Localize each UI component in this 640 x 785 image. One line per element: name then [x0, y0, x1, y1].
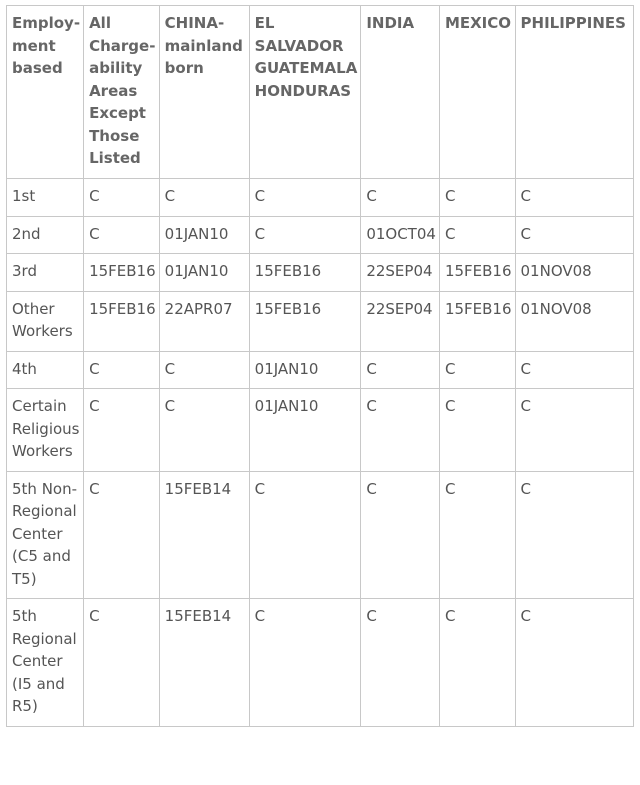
row-label: 4th — [7, 351, 84, 389]
table-cell: C — [515, 389, 633, 472]
table-row — [7, 389, 634, 472]
table-cell: C — [439, 351, 515, 389]
table-cell: C — [84, 351, 160, 389]
table-cell: 15FEB16 — [84, 291, 160, 351]
table-cell: C — [159, 389, 249, 472]
table-cell: 01OCT04 — [361, 216, 440, 254]
table-cell: C — [361, 179, 440, 217]
table-cell: 15FEB14 — [159, 471, 249, 599]
row-label: 5th Regional Center (I5 and R5) — [7, 599, 84, 727]
table-cell: C — [249, 216, 361, 254]
table-cell: 01NOV08 — [515, 291, 633, 351]
table-cell: 22SEP04 — [361, 291, 440, 351]
table-row — [7, 254, 634, 292]
table-cell: 01JAN10 — [159, 216, 249, 254]
header-mexico: MEXICO — [439, 6, 515, 179]
table-cell: C — [439, 471, 515, 599]
table-cell: C — [515, 179, 633, 217]
table-cell: 15FEB16 — [249, 254, 361, 292]
table-cell: 15FEB16 — [249, 291, 361, 351]
table-cell: C — [515, 599, 633, 727]
row-label: 3rd — [7, 254, 84, 292]
table-cell: C — [159, 179, 249, 217]
table-cell: C — [439, 179, 515, 217]
header-el-salvador-guatemala-honduras: EL SALVADOR GUATEMALA HONDURAS — [249, 6, 361, 179]
row-label: Certain Religious Workers — [7, 389, 84, 472]
table-cell: C — [361, 471, 440, 599]
table-row — [7, 216, 634, 254]
table-cell: C — [84, 216, 160, 254]
table-cell: C — [515, 216, 633, 254]
table-cell: C — [361, 599, 440, 727]
table-cell: 15FEB16 — [84, 254, 160, 292]
table-row — [7, 471, 634, 599]
table-cell: C — [439, 389, 515, 472]
table-cell: C — [515, 351, 633, 389]
table-cell: C — [84, 389, 160, 472]
header-philippines: PHILIPPINES — [515, 6, 633, 179]
table-cell: C — [439, 216, 515, 254]
header-row — [7, 6, 634, 179]
table-cell: 01NOV08 — [515, 254, 633, 292]
table-row — [7, 351, 634, 389]
header-employment-based: Employment based — [7, 6, 84, 179]
table-cell: C — [361, 351, 440, 389]
row-label: 1st — [7, 179, 84, 217]
row-label: 2nd — [7, 216, 84, 254]
row-label: 5th Non-Regional Center (C5 and T5) — [7, 471, 84, 599]
table-cell: 01JAN10 — [249, 351, 361, 389]
table-row — [7, 179, 634, 217]
header-all-chargeability: All Chargeability Areas Except Those Listed — [84, 6, 160, 179]
table-cell: 15FEB16 — [439, 254, 515, 292]
table-cell: C — [361, 389, 440, 472]
table-cell: 15FEB14 — [159, 599, 249, 727]
visa-bulletin-table — [6, 5, 634, 727]
table-cell: C — [84, 179, 160, 217]
table-cell: C — [159, 351, 249, 389]
table-cell: 15FEB16 — [439, 291, 515, 351]
table-cell: C — [249, 471, 361, 599]
table-cell: 01JAN10 — [249, 389, 361, 472]
header-china: CHINA-mainland born — [159, 6, 249, 179]
table-cell: C — [439, 599, 515, 727]
table-cell: 22APR07 — [159, 291, 249, 351]
table-row — [7, 291, 634, 351]
table-cell: C — [249, 599, 361, 727]
table-cell: 01JAN10 — [159, 254, 249, 292]
table-cell: 22SEP04 — [361, 254, 440, 292]
header-india: INDIA — [361, 6, 440, 179]
table-row — [7, 599, 634, 727]
table-cell: C — [515, 471, 633, 599]
table-cell: C — [84, 471, 160, 599]
row-label: Other Workers — [7, 291, 84, 351]
table-cell: C — [249, 179, 361, 217]
table-cell: C — [84, 599, 160, 727]
